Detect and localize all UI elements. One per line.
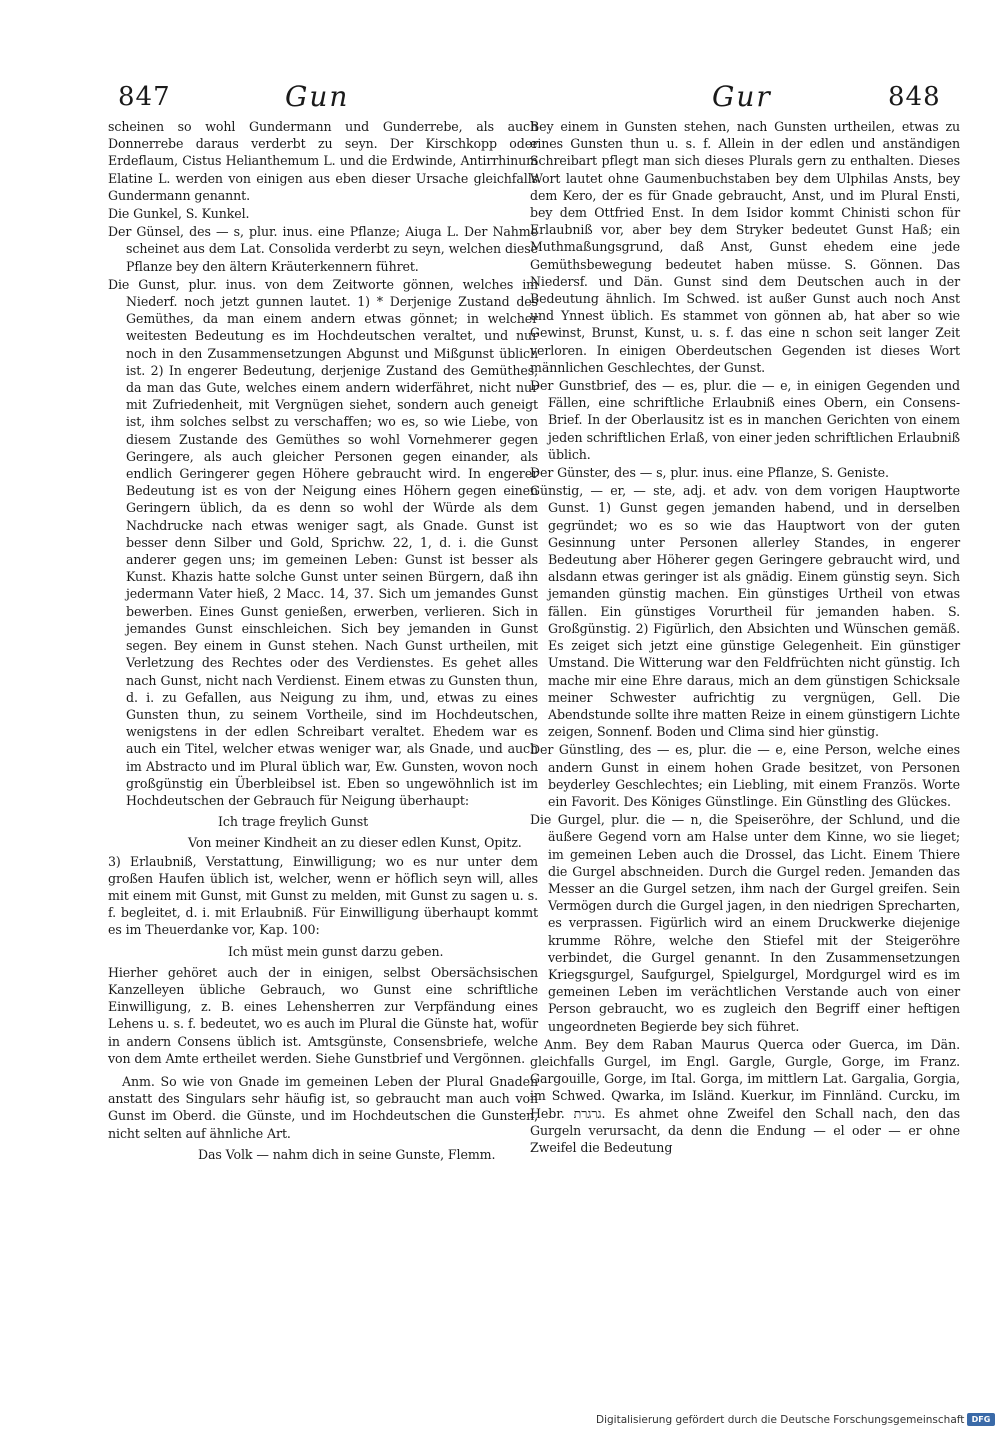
right-page-number: 848 (888, 82, 941, 112)
dictionary-entry: Der Günster, des — s, plur. inus. eine Pflanze, S. Geniste. (530, 465, 889, 481)
paragraph: scheinen so wohl Gundermann und Gunderrebe, als auch Donnerrebe daraus verderbt zu seyn. Der Kirschkopp oder Erdeflaum, Cistus Helianthemum L. und die Erdwinde, Antirrhinum Elatine L. werden von einigen aus eben dieser Ursache gleichfalls Gundermann genannt. (108, 119, 538, 203)
paragraph: 3) Erlaubniß, Verstattung, Einwilligung; wo es nur unter dem großen Haufen üblich ist, welcher, wenn er höflich seyn will, alles mit einem mit Gunst, mit Gunst zu melden, mit Gunst zu sagen u. s. f. begleitet, d. i. mit Erlaubniß. Für Einwilligung überhaupt kommt es im Theuerdanke vor, Kap. 100: (108, 853, 538, 938)
dictionary-entry: Der Gunstbrief, des — es, plur. die — e, in einigen Gegenden und Fällen, eine schriftliche Erlaubniß eines Obern, ein Consens-Brief. In der Oberlausitz ist es in manchen Gerichten von einem jeden schriftlichen Erlaß, von einer jeden schriftlichen Erlaubniß üblich. (530, 378, 960, 462)
left-column (108, 118, 538, 1167)
right-running-head: Gur (712, 80, 772, 113)
annotation-paragraph: Anm. Bey dem Raban Maurus Querca oder Guerca, im Dän. gleichfalls Gurgel, im Engl. Gargle, Gurgle, Gorge, im Franz. Gargouille, Gorge, im Ital. Gorga, im mittlern Lat. Gargalia, Gorgia, im Schwed. Qwarka, im Isländ. Kuerkur, im Finnländ. Curcku, im Hebr. גרגרת. Es ahmet ohne Zweifel den Schall nach, den das Gurgeln verursacht, da denn die Endung — el oder — er ohne Zweifel die Bedeutung (530, 1036, 960, 1155)
dictionary-entry: Der Günsel, des — s, plur. inus. eine Pflanze; Aiuga L. Der Nahme scheinet aus dem Lat. Consolida verderbt zu seyn, welchen diese Pflanze bey den ältern Kräuterkennern führet. (108, 224, 538, 274)
paragraph: Hierher gehöret auch der in einigen, selbst Obersächsischen Kanzelleyen übliche Gebrauch, wo Gunst eine schriftliche Einwilligung, z. B. eines Lehensherren zur Verpfändung eines Lehens u. s. f. bedeutet, wo es auch im Plural die Günste hat, wofür in andern Consens üblich ist. Amtsgünste, Consensbriefe, welche von dem Amte ertheilet werden. Siehe Gunstbrief und Vergönnen. (108, 964, 538, 1066)
digitization-credit: Digitalisierung gefördert durch die Deutsche Forschungsgemeinschaft (596, 1414, 965, 1426)
dictionary-entry: Der Günstling, des — es, plur. die — e, eine Person, welche eines andern Gunst in einem hohen Grade besitzet, von Personen beyderley Geschlechtes; ein Liebling, mit einem Französ. Worte ein Favorit. Des Königes Günstlinge. Ein Günstling des Glückes. (530, 742, 960, 809)
quotation-line: Von meiner Kindheit an zu dieser edlen Kunst, Opitz. (188, 835, 522, 851)
annotation-paragraph: Anm. So wie von Gnade im gemeinen Leben der Plural Gnaden anstatt des Singulars sehr häufig ist, so gebraucht man auch von Gunst im Oberd. die Günste, und im Hochdeutschen die Gunsten, nicht selten auf ähnliche Art. (108, 1073, 538, 1141)
dictionary-entry: Die Gurgel, plur. die — n, die Speiseröhre, der Schlund, und die äußere Gegend vorn am Halse unter dem Kinne, wo sie lieget; im gemeinen Leben auch die Drossel, das Licht. Einem Thiere die Gurgel abschneiden. Durch die Gurgel reden. Jemanden das Messer an die Gurgel setzen, ihm nach der Gurgel greifen. Sein Vermögen durch die Gurgel jagen, in den niedrigen Sprecharten, es verprassen. Figürlich wird an einem Druckwerke diejenige krumme Röhre, welche den Stiefel mit der Steigeröhre verbindet, die Gurgel genannt. In den Zusammensetzungen Kriegsgurgel, Saufgurgel, Spielgurgel, Mordgurgel wird es im gemeinen Leben im verächtlichen Verstande auch von einer Person gebraucht, wo es zugleich den Begriff einer heftigen ungeordneten Begierde bey sich führet. (530, 812, 960, 1034)
paragraph: Bey einem in Gunsten stehen, nach Gunsten urtheilen, etwas zu eines Gunsten thun u. s. f. Allein in der edlen und anständigen Schreibart pflegt man sich dieses Plurals gern zu enthalten. Dieses Wort lautet ohne Gaumenbuchstaben bey dem Ulphilas Ansts, bey dem Kero, der es für Gnade gebraucht, Anst, und im Plural Ensti, bey dem Ottfried Enst. In dem Isidor kommt Chinisti schon für Erlaubniß vor, aber bey dem Stryker bedeutet Gunst Haß; ein Muthmaßungsgrund, daß Anst, Gunst ehedem eine jede Gemüthsbewegung bedeutet haben müsse. S. Gönnen. Das Niedersf. und Dän. Gunst sind dem Deutschen auch in der Bedeutung ähnlich. Im Schwed. ist außer Gunst auch noch Anst und Ynnest üblich. Es stammet von gönnen ab, hat aber so wie Gewinst, Brunst, Kunst, u. s. f. das eine n schon seit langer Zeit verloren. In einigen Oberdeutschen Gegenden ist dieses Wort männlichen Geschlechtes, der Gunst. (530, 119, 960, 375)
left-page-number: 847 (118, 82, 171, 112)
quotation-line: Ich trage freylich Gunst (218, 814, 369, 830)
quotation-line: Das Volk — nahm dich in seine Gunste, Flemm. (198, 1146, 496, 1162)
dictionary-entry: Günstig, — er, — ste, adj. et adv. von dem vorigen Hauptworte Gunst. 1) Gunst gegen jemanden habend, und in derselben gegründet; wo es so wie das Hauptwort von der guten Gesinnung unter Personen allerley Standes, in engerer Bedeutung aber Höherer gegen Geringere gebraucht wird, und alsdann etwas geringer ist als gnädig. Einem günstig seyn. Sich jemanden günstig machen. Ein günstiges Urtheil von etwas fällen. Ein günstiges Vorurtheil für jemanden haben. S. Großgünstig. 2) Figürlich, den Absichten und Wünschen gemäß. Es zeiget sich jetzt eine günstige Gelegenheit. Ein günstiger Umstand. Die Witterung war den Feldfrüchten nicht günstig. Ich mache mir eine Ehre daraus, mich an dem günstigen Schicksale meiner Schwester aufrichtig zu vergnügen, Gell. Die Abendstunde sollte ihre matten Reize in einem günstigern Lichte zeigen, Sonnenf. Boden und Clima sind hier günstig. (530, 483, 960, 740)
dictionary-entry: Die Gunkel, S. Kunkel. (108, 206, 250, 222)
dfg-logo: DFG (967, 1413, 995, 1426)
quotation-line: Ich müst mein gunst darzu geben. (228, 943, 444, 959)
right-column (530, 118, 960, 1157)
dictionary-entry: Die Gunst, plur. inus. von dem Zeitworte gönnen, welches im Niederf. noch jetzt gunnen lautet. 1) * Derjenige Zustand des Gemüthes, da man einem andern etwas gönnet; in welcher weitesten Bedeutung es im Hochdeutschen veraltet, und nur noch in den Zusammensetzungen Abgunst und Mißgunst üblich ist. 2) In engerer Bedeutung, derjenige Zustand des Gemüthes, da man das Gute, welches einem andern widerfähret, nicht nur mit Zufriedenheit, mit Vergnügen siehet, sondern auch geneigt ist, ihm solches selbst zu verschaffen; wo es, so wie Liebe, von diesem Zustande des Gemüthes so wohl Vornehmerer gegen Geringere, als auch gleicher Personen gegen einander, als endlich Geringerer gegen Höhere gebraucht wird. In engerer Bedeutung ist es von der Neigung eines Höhern gegen einen Geringern üblich, da es denn so wohl der Würde als dem Nachdrucke nach etwas weniger sagt, als Gnade. Gunst ist besser denn Silber und Gold, Sprichw. 22, 1, d. i. die Gunst anderer gegen uns; im gemeinen Leben: Gunst ist besser als Kunst. Khazis hatte solche Gunst unter seinen Bürgern, daß ihn jedermann Vater hieß, 2 Macc. 14, 37. Sich um jemandes Gunst bewerben. Eines Gunst genießen, erwerben, verlieren. Sich in jemandes Gunst einschleichen. Sich bey jemanden in Gunst segen. Bey einem in Gunst stehen. Nach Gunst urtheilen, mit Verletzung des Rechtes oder des Verdienstes. Es gehet alles nach Gunst, nicht nach Verdienst. Einem etwas zu Gunsten thun, d. i. zu Gefallen, aus Neigung zu ihm, und, etwas zu eines Gunsten thun, zu seinem Vortheile, sind im Hochdeutschen, wenigstens in der edlen Schreibart veraltet. Ehedem war es auch ein Titel, welcher etwas weniger war, als Gnade, und auch im Abstracto und im Plural üblich war, Ew. Gunsten, wovon noch großgünstig ein Überbleibsel ist. Eben so ungewöhnlich ist im Hochdeutschen der Gebrauch für Neigung überhaupt: (108, 276, 538, 808)
left-running-head: Gun (285, 80, 350, 113)
